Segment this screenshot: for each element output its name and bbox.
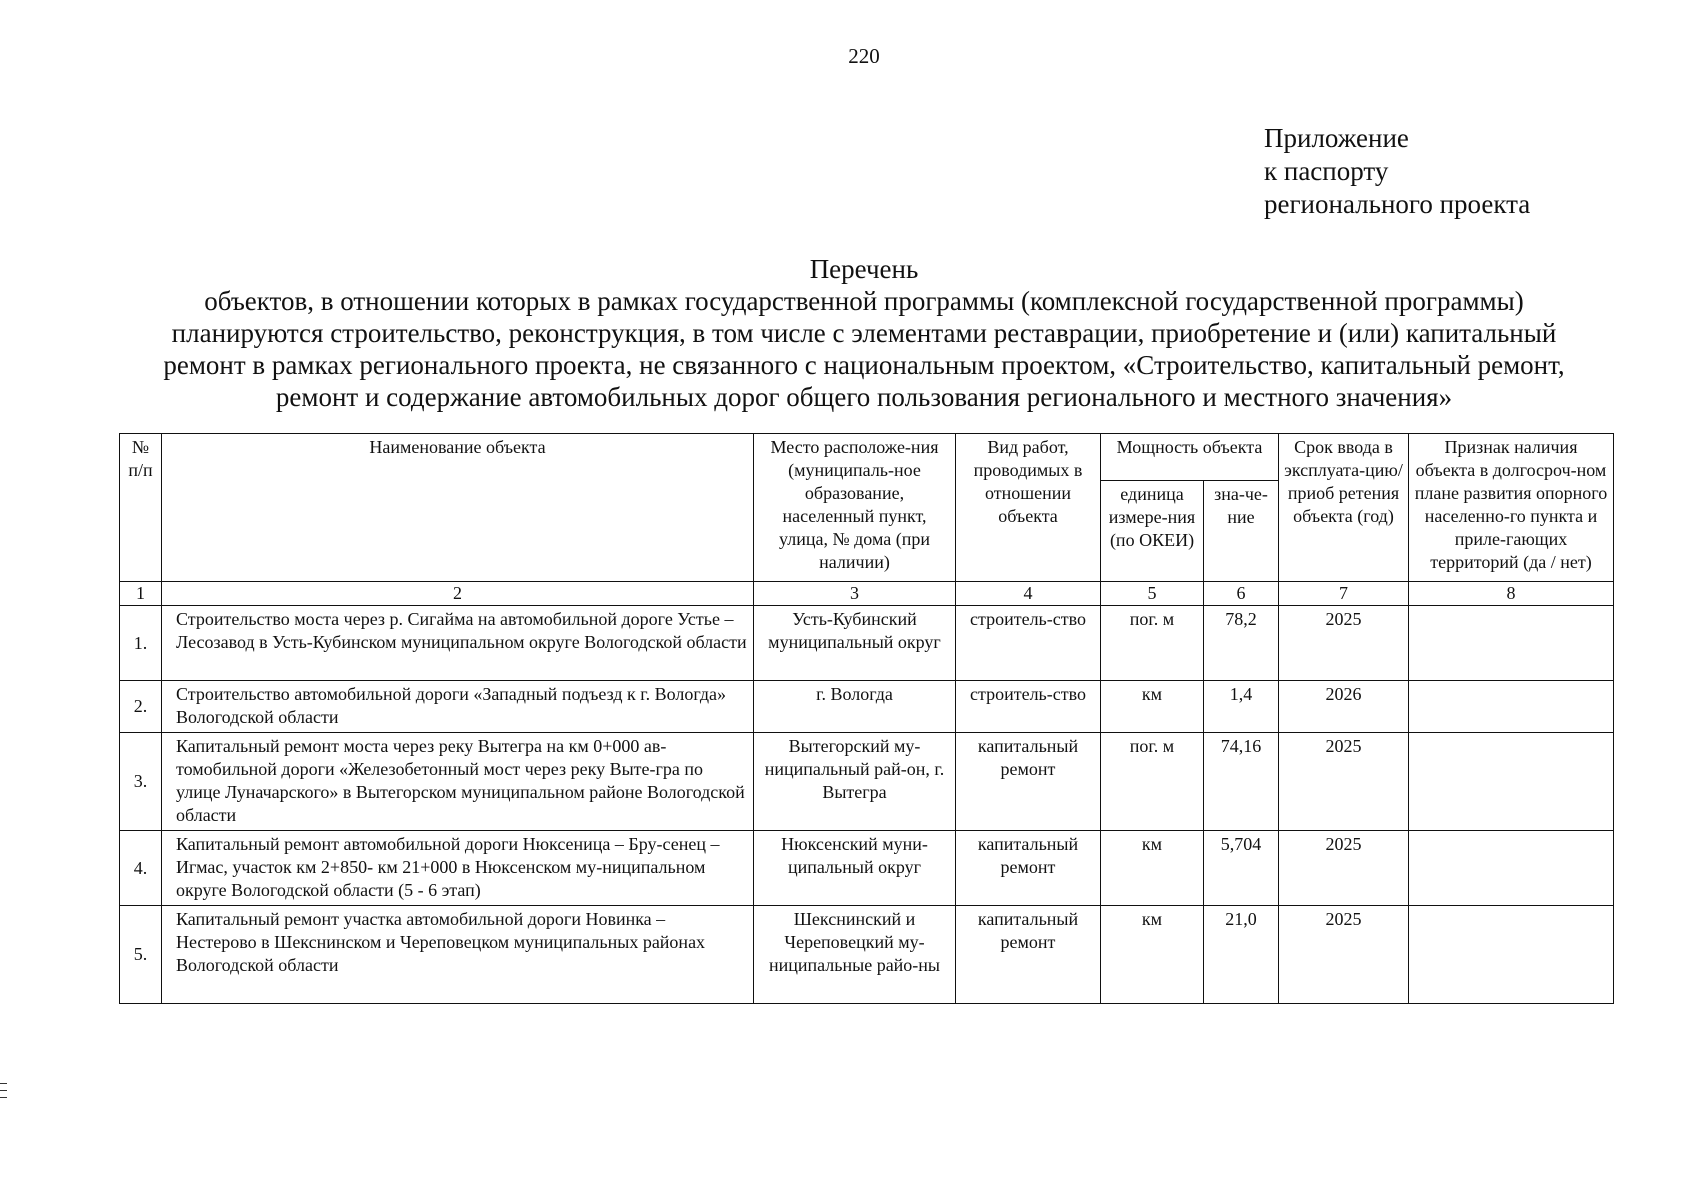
long-term-flag bbox=[1409, 606, 1614, 681]
commissioning-year: 2025 bbox=[1279, 831, 1409, 906]
row-number: 5. bbox=[120, 906, 162, 1004]
title-line: ремонт и содержание автомобильных дорог общего пользования регионального и местного значения» bbox=[275, 382, 1453, 412]
row-number: 4. bbox=[120, 831, 162, 906]
object-name: Капитальный ремонт участка автомобильной дороги Новинка – Нестерово в Шекснинском и Череповецком муниципальных районах Вологодской области bbox=[162, 906, 754, 1004]
work-type: капитальный ремонт bbox=[956, 906, 1101, 1004]
commissioning-year: 2025 bbox=[1279, 906, 1409, 1004]
document-title bbox=[0, 253, 1697, 413]
object-location: г. Вологда bbox=[754, 681, 956, 733]
table-row bbox=[120, 681, 1614, 733]
commissioning-year: 2025 bbox=[1279, 606, 1409, 681]
column-index: 4 bbox=[956, 582, 1101, 606]
scan-edge-mark bbox=[0, 1090, 7, 1091]
header-capacity: Мощность объекта bbox=[1101, 434, 1279, 481]
annex-line: к паспорту bbox=[1264, 156, 1389, 186]
capacity-value: 21,0 bbox=[1204, 906, 1279, 1004]
table-row bbox=[120, 831, 1614, 906]
annex-line: регионального проекта bbox=[1264, 189, 1531, 219]
row-number: 3. bbox=[120, 733, 162, 831]
header-unit: единица измере-ния (по ОКЕИ) bbox=[1101, 481, 1204, 582]
long-term-flag bbox=[1409, 733, 1614, 831]
header-commissioning: Срок ввода в эксплуата-цию/приоб ретения объекта (год) bbox=[1279, 434, 1409, 582]
title-line: планируются строительство, реконструкция, в том числе с элементами реставрации, приобретение и (или) капитальный bbox=[171, 318, 1557, 348]
capacity-value: 5,704 bbox=[1204, 831, 1279, 906]
object-name: Строительство моста через р. Сигайма на автомобильной дороге Устье – Лесозавод в Усть-Кубинском муниципальном округе Вологодской области bbox=[162, 606, 754, 681]
annex-label bbox=[1264, 122, 1530, 221]
header-value: зна-че-ние bbox=[1204, 481, 1279, 582]
header-row bbox=[120, 434, 1614, 481]
scan-edge-mark bbox=[0, 1097, 7, 1098]
column-index: 2 bbox=[162, 582, 754, 606]
objects-table bbox=[119, 433, 1614, 1004]
object-name: Капитальный ремонт автомобильной дороги Нюксеница – Бру-сенец – Игмас, участок км 2+850- км 21+000 в Нюксенском му-ниципальном округе Вологодской области (5 - 6 этап) bbox=[162, 831, 754, 906]
work-type: строитель-ство bbox=[956, 606, 1101, 681]
table-row bbox=[120, 906, 1614, 1004]
column-index: 5 bbox=[1101, 582, 1204, 606]
column-index: 6 bbox=[1204, 582, 1279, 606]
table-row bbox=[120, 733, 1614, 831]
header-work-type: Вид работ, проводимых в отношении объекта bbox=[956, 434, 1101, 582]
annex-line: Приложение bbox=[1264, 123, 1409, 153]
object-name: Капитальный ремонт моста через реку Вытегра на км 0+000 ав-томобильной дороги «Железобетонный мост через реку Выте-гра по улице Луначарского» в Вытегорском муниципальном районе Вологодской области bbox=[162, 733, 754, 831]
unit: км bbox=[1101, 906, 1204, 1004]
header-location: Место расположе-ния (муниципаль-ное образование, населенный пункт, улица, № дома (при наличии) bbox=[754, 434, 956, 582]
row-number: 2. bbox=[120, 681, 162, 733]
object-location: Нюксенский муни-ципальный округ bbox=[754, 831, 956, 906]
commissioning-year: 2025 bbox=[1279, 733, 1409, 831]
column-index: 1 bbox=[120, 582, 162, 606]
header-number: № п/п bbox=[120, 434, 162, 582]
capacity-value: 74,16 bbox=[1204, 733, 1279, 831]
unit: км bbox=[1101, 831, 1204, 906]
column-index: 8 bbox=[1409, 582, 1614, 606]
title-line: ремонт в рамках регионального проекта, не связанного с национальным проектом, «Строительство, капитальный ремонт, bbox=[163, 350, 1565, 380]
work-type: капитальный ремонт bbox=[956, 733, 1101, 831]
object-name: Строительство автомобильной дороги «Западный подъезд к г. Вологда» Вологодской области bbox=[162, 681, 754, 733]
unit: км bbox=[1101, 681, 1204, 733]
long-term-flag bbox=[1409, 831, 1614, 906]
work-type: капитальный ремонт bbox=[956, 831, 1101, 906]
table-row bbox=[120, 606, 1614, 681]
row-number: 1. bbox=[120, 606, 162, 681]
long-term-flag bbox=[1409, 681, 1614, 733]
object-location: Усть-Кубинский муниципальный округ bbox=[754, 606, 956, 681]
work-type: строитель-ство bbox=[956, 681, 1101, 733]
object-location: Вытегорский му-ниципальный рай-он, г. Вытегра bbox=[754, 733, 956, 831]
long-term-flag bbox=[1409, 906, 1614, 1004]
column-index-row bbox=[120, 582, 1614, 606]
unit: пог. м bbox=[1101, 606, 1204, 681]
commissioning-year: 2026 bbox=[1279, 681, 1409, 733]
column-index: 7 bbox=[1279, 582, 1409, 606]
header-name: Наименование объекта bbox=[162, 434, 754, 582]
capacity-value: 78,2 bbox=[1204, 606, 1279, 681]
header-long-term-flag: Признак наличия объекта в долгосроч-ном плане развития опорного населенно-го пункта и приле-гающих территорий (да / нет) bbox=[1409, 434, 1614, 582]
page-number: 220 bbox=[848, 44, 880, 68]
scan-edge-mark bbox=[0, 1083, 7, 1084]
title-heading: Перечень bbox=[809, 254, 919, 284]
title-line: объектов, в отношении которых в рамках государственной программы (комплексной государственной программы) bbox=[204, 286, 1524, 316]
column-index: 3 bbox=[754, 582, 956, 606]
object-location: Шекснинский и Череповецкий му-ниципальные райо-ны bbox=[754, 906, 956, 1004]
capacity-value: 1,4 bbox=[1204, 681, 1279, 733]
unit: пог. м bbox=[1101, 733, 1204, 831]
